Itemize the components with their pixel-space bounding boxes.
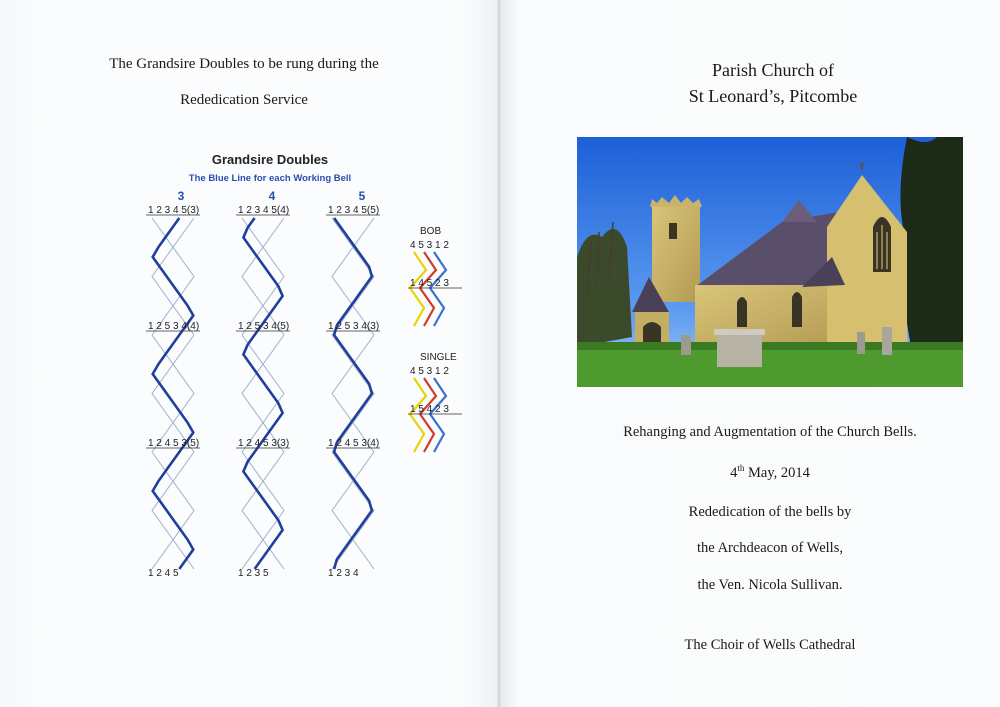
lead-end-row: 1 2 4 5 3(4) bbox=[328, 438, 380, 449]
call-top-row: 4 5 3 1 2 bbox=[410, 366, 449, 377]
column-heading-3: 3 bbox=[177, 189, 185, 203]
right-page bbox=[500, 0, 1000, 707]
intro-line-1: The Grandsire Doubles to be rung during the bbox=[109, 56, 379, 72]
choir-line: The Choir of Wells Cathedral bbox=[684, 637, 856, 653]
start-row: 1 2 3 4 5(5) bbox=[328, 205, 380, 216]
call-single bbox=[408, 352, 462, 452]
column-heading-4: 4 bbox=[268, 189, 276, 203]
lead-end-row: 1 2 4 5 3(5) bbox=[148, 438, 200, 449]
call-bottom-row: 1 5 4 2 3 bbox=[410, 404, 449, 415]
event-line: Rehanging and Augmentation of the Church Bells. bbox=[623, 424, 917, 440]
start-row: 1 2 3 4 5(3) bbox=[148, 205, 200, 216]
method-title: Grandsire Doubles bbox=[211, 152, 329, 167]
call-top-row: 4 5 3 1 2 bbox=[410, 240, 449, 251]
working-bell-line bbox=[334, 218, 372, 569]
date-rest: May, 2014 bbox=[744, 464, 810, 481]
lead-end-row: 1 2 5 3 4(4) bbox=[148, 321, 200, 332]
call-line bbox=[410, 378, 426, 452]
church-title-line-1: Parish Church of bbox=[712, 60, 834, 80]
lead-end-row: 1 2 5 3 4(3) bbox=[328, 321, 380, 332]
date-day: 4 bbox=[730, 464, 738, 481]
lead-end-row: 1 2 4 5 3(3) bbox=[238, 438, 290, 449]
church-title-line-2: St Leonard’s, Pitcombe bbox=[688, 86, 858, 106]
working-bell-line bbox=[243, 218, 282, 569]
hunt-line bbox=[152, 218, 194, 569]
celebrant-name: the Ven. Nicola Sullivan. bbox=[697, 577, 843, 593]
event-date bbox=[520, 463, 1000, 482]
method-column-4 bbox=[236, 205, 290, 579]
archdeacon-line: the Archdeacon of Wells, bbox=[697, 540, 843, 556]
method-column-3 bbox=[146, 205, 200, 579]
end-row: 1 2 4 5 bbox=[148, 568, 179, 579]
call-bottom-row: 1 4 5 2 3 bbox=[410, 278, 449, 289]
intro-line-2: Rededication Service bbox=[180, 92, 308, 108]
working-bell-line bbox=[153, 218, 194, 569]
church-photo bbox=[577, 137, 963, 387]
end-row: 1 2 3 5 bbox=[238, 568, 269, 579]
lead-end-row: 1 2 5 3 4(5) bbox=[238, 321, 290, 332]
method-column-5 bbox=[326, 205, 380, 579]
end-row: 1 2 3 4 bbox=[328, 568, 359, 579]
hunt-line bbox=[242, 218, 284, 569]
call-bob bbox=[408, 226, 462, 326]
date-suffix: th bbox=[737, 463, 745, 473]
call-label: BOB bbox=[420, 226, 442, 237]
column-heading-5: 5 bbox=[358, 189, 366, 203]
call-label: SINGLE bbox=[420, 352, 457, 363]
call-line bbox=[410, 252, 426, 326]
method-subtitle: The Blue Line for each Working Bell bbox=[188, 173, 352, 184]
start-row: 1 2 3 4 5(4) bbox=[238, 205, 290, 216]
rededication-line: Rededication of the bells by bbox=[688, 504, 852, 520]
